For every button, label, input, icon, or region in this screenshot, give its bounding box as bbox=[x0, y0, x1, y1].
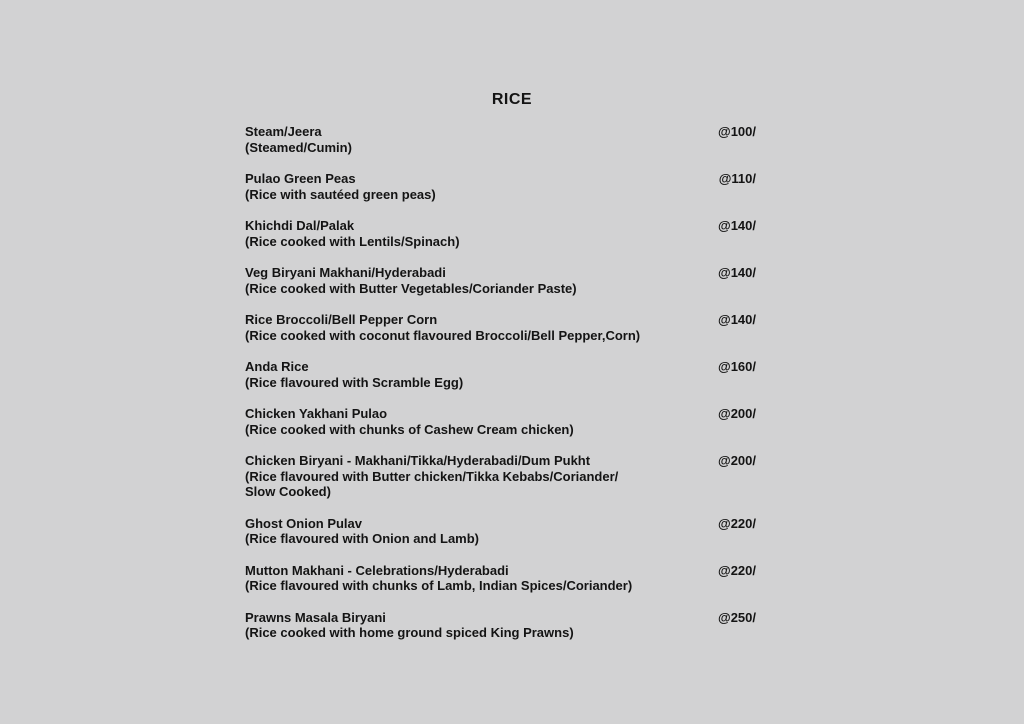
item-name: Anda Rice bbox=[245, 359, 309, 374]
item-price: @140/ bbox=[718, 265, 756, 280]
menu-item bbox=[245, 516, 756, 547]
menu-item-text bbox=[245, 265, 756, 296]
menu-item-text bbox=[245, 124, 756, 155]
menu-item-text bbox=[245, 218, 756, 249]
menu-item-text bbox=[245, 171, 756, 202]
menu-item bbox=[245, 610, 756, 641]
menu-item bbox=[245, 218, 756, 249]
page-title: RICE bbox=[491, 91, 533, 108]
item-price: @220/ bbox=[718, 515, 756, 531]
menu-item-text bbox=[245, 453, 756, 500]
menu-item-text bbox=[245, 563, 756, 594]
item-price: @200/ bbox=[718, 453, 756, 468]
item-description-line: (Rice flavoured with Butter chicken/Tikka Kebabs/Coriander/ bbox=[245, 468, 619, 484]
item-price: @200/ bbox=[718, 406, 756, 421]
item-price: @110/ bbox=[718, 171, 756, 186]
item-description-line: (Rice flavoured with chunks of Lamb, Indian Spices/Coriander) bbox=[245, 578, 633, 593]
item-name: Pulao Green Peas bbox=[245, 171, 356, 186]
item-description-line: (Rice flavoured with Onion and Lamb) bbox=[245, 531, 480, 546]
menu-item-list bbox=[245, 124, 756, 641]
menu-item bbox=[245, 124, 756, 155]
menu-item bbox=[245, 359, 756, 390]
menu-item bbox=[245, 406, 756, 437]
item-description-line: (Rice cooked with Butter Vegetables/Coriander Paste) bbox=[245, 280, 577, 296]
item-name: Chicken Yakhani Pulao bbox=[245, 406, 388, 421]
menu-item bbox=[245, 171, 756, 202]
item-description-line: (Rice cooked with Lentils/Spinach) bbox=[245, 233, 460, 249]
menu-item-text bbox=[245, 516, 756, 547]
item-description-line: (Rice cooked with home ground spiced King Prawns) bbox=[245, 625, 574, 640]
item-price: @140/ bbox=[718, 312, 756, 327]
menu-item-text bbox=[245, 359, 756, 390]
item-price: @140/ bbox=[718, 218, 756, 233]
menu-item-text bbox=[245, 312, 756, 343]
item-price: @220/ bbox=[718, 562, 756, 578]
item-description-line: (Rice with sautéed green peas) bbox=[245, 186, 436, 202]
item-name: Steam/Jeera bbox=[245, 124, 322, 139]
item-name: Veg Biryani Makhani/Hyderabadi bbox=[245, 265, 446, 280]
item-description-line: (Rice cooked with coconut flavoured Broccoli/Bell Pepper,Corn) bbox=[245, 327, 641, 343]
item-price: @160/ bbox=[718, 359, 756, 374]
item-name: Ghost Onion Pulav bbox=[245, 515, 363, 531]
item-name: Mutton Makhani - Celebrations/Hyderabadi bbox=[245, 562, 509, 578]
item-description-line: Slow Cooked) bbox=[245, 484, 331, 499]
menu-item bbox=[245, 563, 756, 594]
menu-item bbox=[245, 453, 756, 500]
menu-item-text bbox=[245, 406, 756, 437]
item-name: Khichdi Dal/Palak bbox=[245, 218, 355, 233]
item-description-line: (Steamed/Cumin) bbox=[245, 139, 352, 155]
item-description-line: (Rice cooked with chunks of Cashew Cream chicken) bbox=[245, 421, 574, 437]
menu-item bbox=[245, 312, 756, 343]
item-price: @250/ bbox=[718, 609, 756, 625]
item-name: Chicken Biryani - Makhani/Tikka/Hyderabadi/Dum Pukht bbox=[245, 453, 591, 468]
item-name: Prawns Masala Biryani bbox=[245, 609, 386, 625]
item-price: @100/ bbox=[718, 124, 756, 139]
item-description-line: (Rice flavoured with Scramble Egg) bbox=[245, 374, 464, 390]
menu-item-text bbox=[245, 610, 756, 641]
menu-item bbox=[245, 265, 756, 296]
item-name: Rice Broccoli/Bell Pepper Corn bbox=[245, 312, 438, 327]
